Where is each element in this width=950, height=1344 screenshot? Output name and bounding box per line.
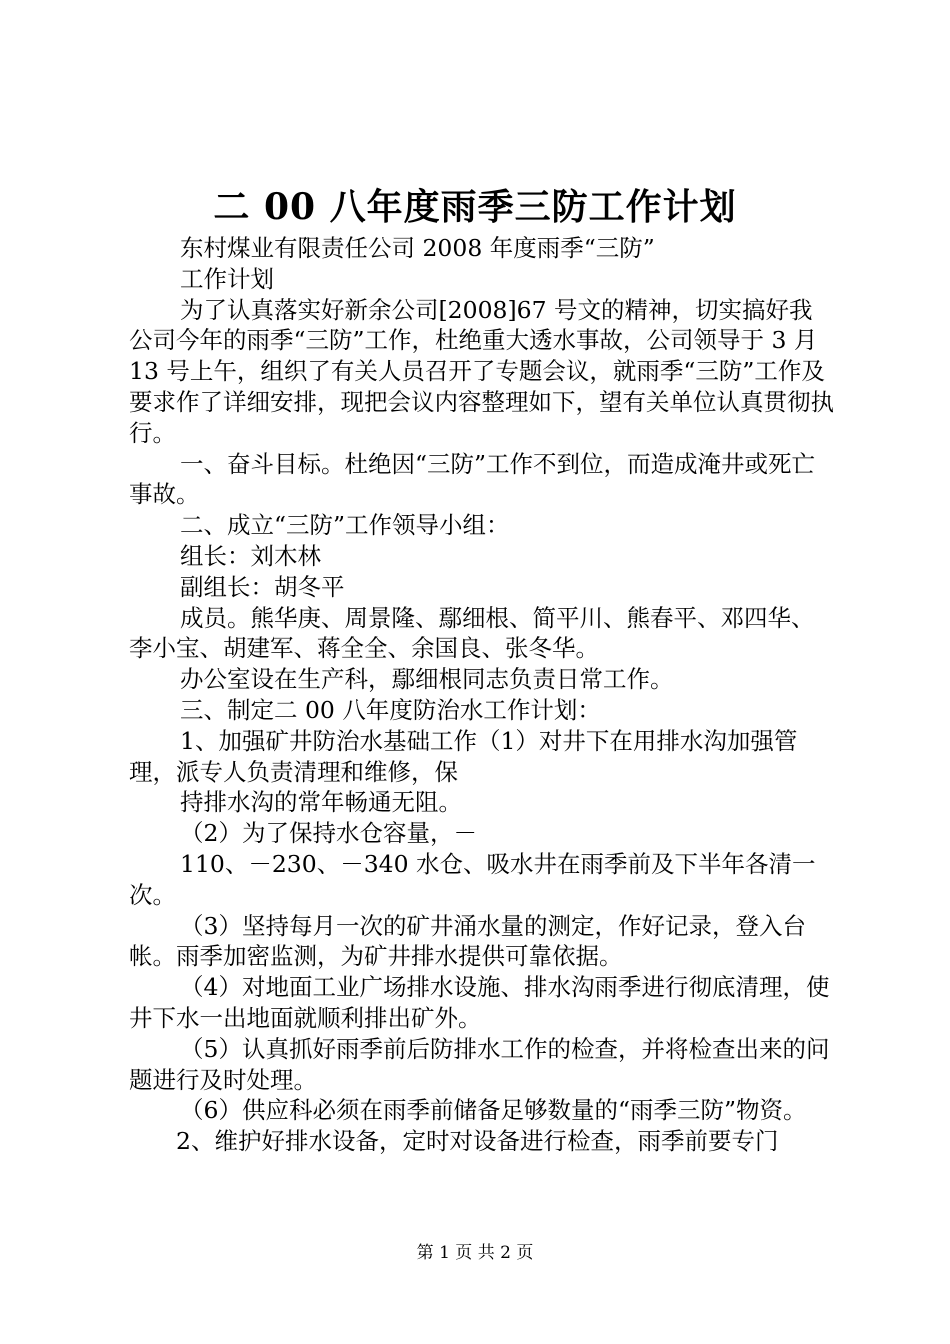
paragraph: （5）认真抓好雨季前后防排水工作的检查，并将检查出来的问题进行及时处理。 xyxy=(129,1034,830,1094)
paragraph: 二、成立“三防”工作领导小组： xyxy=(180,511,510,540)
paragraph: （4）对地面工业广场排水设施、排水沟雨季进行彻底清理，使井下水一出地面就顺利排出矿外。 xyxy=(129,973,830,1032)
paragraph: 为了认真落实好新余公司[2008]67 号文的精神，切实搞好我公司今年的雨季“三防”工作，杜绝重大透水事故，公司领导于 3 月 13 号上午，组织了有关人员召开了专题会议，就雨季“三防”工作及要求作了详细安排，现把会议内容整理如下，望有关单位认真贯彻执行。 xyxy=(129,295,834,447)
paragraph: 组长：刘木林 xyxy=(180,541,321,570)
paragraph: 1、加强矿井防治水基础工作（1）对井下在用排水沟加强管理，派专人负责清理和维修，保 xyxy=(129,726,798,786)
document-title: 二 00 八年度雨季三防工作计划 xyxy=(213,186,737,228)
paragraph: 一、奋斗目标。杜绝因“三防”工作不到位，而造成淹井或死亡事故。 xyxy=(129,449,816,509)
paragraph: （3）坚持每月一次的矿井涌水量的测定，作好记录，登入台帐。雨季加密监测，为矿井排水提供可靠依据。 xyxy=(129,911,806,971)
paragraph: 成员。熊华庚、周景隆、鄢细根、简平川、熊春平、邓四华、李小宝、胡建军、蒋全全、余国良、张冬华。 xyxy=(129,603,815,663)
paragraph: 东村煤业有限责任公司 2008 年度雨季“三防” xyxy=(180,234,655,262)
page-footer: 第 1 页 共 2 页 xyxy=(416,1243,534,1263)
paragraph: 2、维护好排水设备，定时对设备进行检查，雨季前要专门 xyxy=(176,1127,779,1156)
document-body xyxy=(129,233,834,1157)
paragraph: 持排水沟的常年畅通无阻。 xyxy=(180,788,462,817)
paragraph: 副组长：胡冬平 xyxy=(180,572,345,601)
paragraph: 工作计划 xyxy=(180,264,274,293)
paragraph: 三、制定二 00 八年度防治水工作计划： xyxy=(180,695,601,724)
paragraph: （2）为了保持水仓容量，－ xyxy=(180,819,477,848)
paragraph: 办公室设在生产科，鄢细根同志负责日常工作。 xyxy=(180,665,674,694)
paragraph: 110、－230、－340 水仓、吸水井在雨季前及下半年各清一次。 xyxy=(129,849,816,909)
paragraph: （6）供应科必须在雨季前储备足够数量的“雨季三防”物资。 xyxy=(180,1096,807,1125)
